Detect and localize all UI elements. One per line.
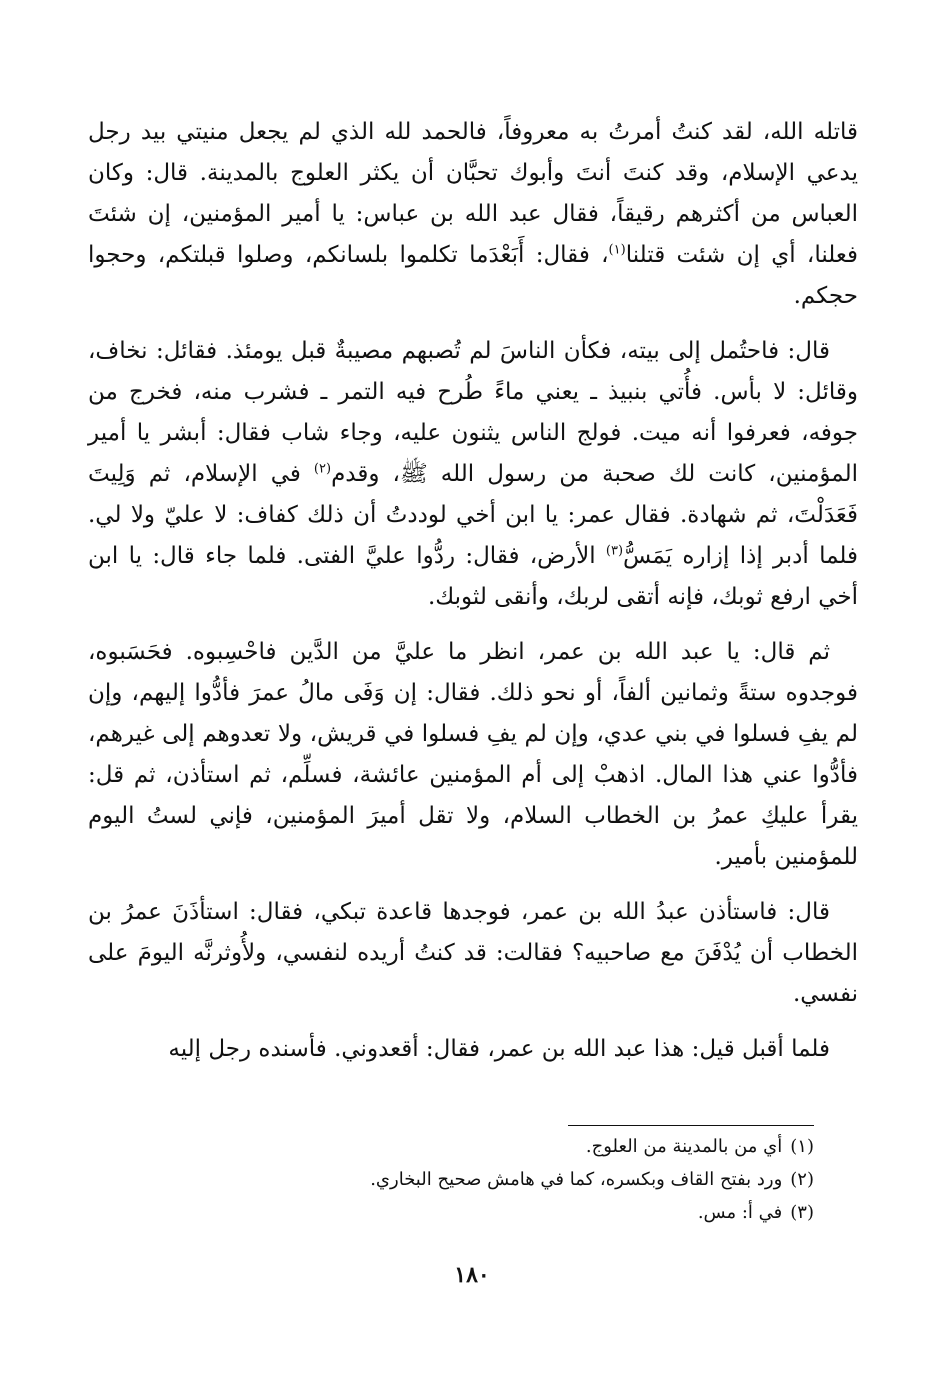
footnote-2 [200,1163,814,1196]
footnote-ref-1[interactable]: (١) [608,242,626,258]
footnote-ref-3[interactable]: (٣) [605,543,624,559]
footnote-ref-2[interactable]: (٢) [313,461,332,477]
paragraph-5: فلما أقبل قيل: هذا عبد الله بن عمر، فقال: أقعدوني. فأسنده رجل إليه [168,1036,830,1062]
footnote-1 [200,1130,814,1163]
footnote-number: (٢) [790,1169,814,1190]
footnote-number: (١) [790,1136,814,1157]
footnote-number: (٣) [790,1202,814,1223]
footnote-divider [568,1125,814,1126]
page-number: ١٨٠ [454,1262,490,1288]
paragraph-1: قاتله الله، لقد كنتُ أمرتُ به معروفاً، فالحمد لله الذي لم يجعل منيتي بيد رجل يدعي الإسلام، وقد كنتَ أنتَ وأبوك تحبَّان أن يكثر العلوج بالمدينة. قال: وكان العباس من أكثرهم رقيقاً، فقال عبد الله بن عباس: يا أمير المؤمنين، إن شئتَ فعلنا، أي إن شئت قتلنا$^{(١)}$، فقال: أَبَعْدَما تكلموا بلسانكم، وصلوا قبلتكم، وحجوا حجكم. [88,119,858,309]
footnote-3 [200,1196,814,1229]
paragraph-2: قال: فاحتُمل إلى بيته، فكأن الناسَ لم تُصبهم مصيبةٌ قبل يومئذ. فقائل: نخاف، وقائل: لا بأس. فأُتي بنبيذ ـ يعني ماءً طُرح فيه التمر ـ فشرب منه، فخرج من جوفه، فعرفوا أنه ميت. فولج الناس يثنون عليه، وجاء شاب فقال: أبشر يا أمير المؤمنين، كانت لك صحبة من رسول الله ﷺ، وقدم$^{(٢)}$ في الإسلام، ثم وَلِيتَ فَعَدَلْتَ، ثم شهادة. فقال عمر: يا ابن أخي لوددتُ أن ذلك كفاف: لا عليّ ولا لي. فلما أدبر إذا إزاره يَمَسُّ$^{(٣)}$ الأرض، فقال: ردُّوا عليَّ الفتى. فلما جاء قال: يا ابن أخي ارفع ثوبك، فإنه أتقى لربك، وأنقى لثوبك. [88,338,858,610]
footnote-text: في أ: مس. [697,1202,783,1223]
paragraph-3: ثم قال: يا عبد الله بن عمر، انظر ما عليَّ من الدَّين فاحْسِبوه. فحَسَبوه، فوجدوه ستةً وثمانين ألفاً، أو نحو ذلك. فقال: إن وَفَى مالُ عمرَ فأدُّوا إليهم، وإن لم يفِ فسلوا في بني عدي، وإن لم يفِ فسلوا في قريش، ولا تعدوهم إلى غيرهم، فأدُّوا عني هذا المال. اذهبْ إلى أم المؤمنين عائشة، فسلِّم، ثم استأذن، ثم قل: يقرأ عليكِ عمرُ بن الخطاب السلام، ولا تقل أميرَ المؤمنين، فإني لستُ اليوم للمؤمنين بأمير. [88,639,858,870]
footnote-text: أي من بالمدينة من العلوج. [585,1136,783,1157]
footnotes [200,1130,814,1229]
footnote-text: ورد بفتح القاف وبكسره، كما في هامش صحيح البخاري. [370,1169,783,1190]
main-text [88,112,858,1084]
paragraph-4: قال: فاستأذن عبدُ الله بن عمر، فوجدها قاعدة تبكي، فقال: استأذَنَ عمرُ بن الخطاب أن يُدْفَنَ مع صاحبيه؟ فقالت: قد كنتُ أريده لنفسي، ولأُوثرنَّه اليومَ على نفسي. [88,899,858,1007]
